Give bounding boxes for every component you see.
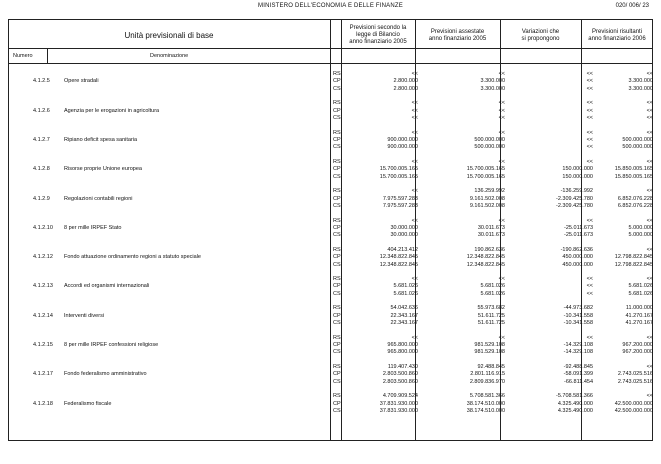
cell-value: -25.011.673 <box>564 224 593 231</box>
cell-value: << <box>586 71 593 77</box>
row-type-rs: RS <box>333 334 341 341</box>
row-denominazione: Agenzia per le erogazioni in agricoltura <box>64 107 160 114</box>
cell-value: << <box>646 217 653 224</box>
row-type-cp: CP <box>333 166 341 173</box>
cell-value: 2.800.000 <box>393 78 418 85</box>
cell-value: 9.161.502.008 <box>469 202 505 209</box>
cell-value: 30.000.000 <box>390 224 418 231</box>
cell-value: -136.259.992 <box>560 188 593 195</box>
row-type-rs: RS <box>333 71 341 77</box>
row-type-cs: CS <box>333 232 341 239</box>
cell-value: << <box>586 283 593 290</box>
cell-value: << <box>646 100 653 107</box>
row-type-cs: CS <box>333 408 341 415</box>
table-row <box>8 335 653 365</box>
col-divider-numero <box>47 48 48 63</box>
cell-value: 3.300.000 <box>628 85 653 92</box>
row-type-rs: RS <box>333 188 341 195</box>
cell-value: << <box>498 129 505 136</box>
cell-value: -25.011.673 <box>564 232 593 239</box>
cell-value: 5.681.026 <box>480 283 505 290</box>
cell-value: 5.681.026 <box>628 290 653 297</box>
col4-header: Previsioni risultanti anno finanziario 2006 <box>588 29 646 42</box>
row-type-rs: RS <box>333 364 341 370</box>
row-type-cp: CP <box>333 342 341 349</box>
cell-value: -2.309.425.780 <box>555 202 593 209</box>
row-type-cp: CP <box>333 400 341 407</box>
cell-value: << <box>498 115 505 122</box>
cell-value: 41.270.167 <box>625 320 653 327</box>
cell-value: -190.862.636 <box>560 246 593 253</box>
table-row <box>8 305 653 335</box>
table-row <box>8 364 653 394</box>
cell-value: 5.681.026 <box>480 290 505 297</box>
row-type-cs: CS <box>333 85 341 92</box>
cell-value: 404.213.412 <box>387 246 418 253</box>
cell-value: -14.329.108 <box>563 342 593 349</box>
cell-value: << <box>586 276 593 283</box>
cell-value: 3.300.000 <box>480 85 505 92</box>
cell-value: 15.700.005.165 <box>466 166 505 173</box>
cell-value: << <box>646 276 653 283</box>
row-denominazione: Fondo attuazione ordinamento regioni a statuto speciale <box>64 254 201 261</box>
cell-value: 2.801.116.915 <box>470 371 505 378</box>
cell-value: -10.341.558 <box>563 312 593 319</box>
cell-value: -10.341.558 <box>563 320 593 327</box>
cell-value: -58.091.399 <box>563 371 593 378</box>
table-row <box>8 100 653 130</box>
cell-value: << <box>646 115 653 122</box>
row-type-rs: RS <box>333 393 341 400</box>
cell-value: 92.488.845 <box>477 364 505 370</box>
cell-value: << <box>498 334 505 341</box>
cell-value: << <box>646 188 653 195</box>
cell-value: 30.011.673 <box>477 232 505 239</box>
cell-value: << <box>498 158 505 165</box>
cell-value: << <box>411 107 418 114</box>
cell-value: -44.973.682 <box>563 305 593 312</box>
row-denominazione: Interventi diversi <box>64 312 105 319</box>
row-type-cp: CP <box>333 283 341 290</box>
row-denominazione: Opere stradali <box>64 78 99 85</box>
row-type-cs: CS <box>333 115 341 122</box>
cell-value: 5.681.026 <box>628 283 653 290</box>
cell-value: << <box>586 85 593 92</box>
row-type-rs: RS <box>333 305 341 312</box>
cell-value: 7.975.597.283 <box>382 195 418 202</box>
row-type-cp: CP <box>333 78 341 85</box>
cell-value: << <box>586 129 593 136</box>
row-type-cp: CP <box>333 371 341 378</box>
row-denominazione: Accordi ed organismi internazionali <box>64 283 150 290</box>
denominazione-header: Denominazione <box>150 53 189 59</box>
cell-value: 37.831.930.000 <box>379 408 418 415</box>
cell-value: 967.200.000 <box>622 342 653 349</box>
col1-header: Previsioni secondo la legge di Bilancio anno finanziario 2005 <box>349 25 407 45</box>
row-denominazione: 8 per mille IRPEF confessioni religiose <box>64 342 159 349</box>
cell-value: 965.800.000 <box>387 349 418 356</box>
row-type-cp: CP <box>333 136 341 143</box>
col3-header: Variazioni che si propongono <box>521 29 560 42</box>
row-type-cs: CS <box>333 261 341 268</box>
cell-value: << <box>586 158 593 165</box>
cell-value: 500.000.000 <box>474 136 505 143</box>
cell-value: -92.488.845 <box>563 364 593 370</box>
cell-value: 4.325.490.000 <box>557 408 593 415</box>
cell-value: 15.850.005.165 <box>614 173 653 180</box>
row-number: 4.1.2.9 <box>33 195 50 202</box>
cell-value: 38.174.510.000 <box>466 408 505 415</box>
cell-value: 51.611.725 <box>477 320 505 327</box>
cell-value: 15.700.005.165 <box>379 173 418 180</box>
cell-value: 15.700.005.165 <box>466 173 505 180</box>
row-type-rs: RS <box>333 246 341 253</box>
row-type-cs: CS <box>333 349 341 356</box>
cell-value: 9.161.502.008 <box>469 195 505 202</box>
cell-value: -5.708.581.366 <box>555 393 593 400</box>
cell-value: << <box>411 276 418 283</box>
cell-value: 12.798.822.845 <box>614 254 653 261</box>
row-denominazione: Federalismo fiscale <box>64 400 112 407</box>
cell-value: 900.000.000 <box>387 144 418 151</box>
cell-value: << <box>586 334 593 341</box>
row-number: 4.1.2.18 <box>33 400 53 407</box>
table-row <box>8 218 653 248</box>
row-type-rs: RS <box>333 217 341 224</box>
row-type-cs: CS <box>333 320 341 327</box>
row-number: 4.1.2.14 <box>33 312 53 319</box>
cell-value: << <box>646 129 653 136</box>
cell-value: 6.852.076.228 <box>617 195 653 202</box>
row-number: 4.1.2.13 <box>33 283 53 290</box>
cell-value: 5.000.000 <box>628 224 653 231</box>
row-type-rs: RS <box>333 100 341 107</box>
cell-value: << <box>646 393 653 400</box>
row-type-cp: CP <box>333 312 341 319</box>
cell-value: << <box>586 217 593 224</box>
cell-value: 42.500.000.000 <box>614 408 653 415</box>
cell-value: << <box>498 100 505 107</box>
cell-value: 4.325.490.000 <box>557 400 593 407</box>
table-row <box>8 247 653 277</box>
cell-value: 119.407.430 <box>387 364 418 370</box>
cell-value: 42.500.000.000 <box>614 400 653 407</box>
cell-value: 22.343.167 <box>390 312 418 319</box>
cell-value: -14.329.108 <box>563 349 593 356</box>
cell-value: 5.000.000 <box>628 232 653 239</box>
row-type-rs: RS <box>333 276 341 283</box>
cell-value: 41.270.167 <box>625 312 653 319</box>
cell-value: << <box>411 129 418 136</box>
table-row <box>8 276 653 306</box>
cell-value: << <box>411 158 418 165</box>
cell-value: 3.300.000 <box>628 78 653 85</box>
table-row <box>8 130 653 160</box>
cell-value: << <box>646 107 653 114</box>
cell-value: 12.348.822.845 <box>466 254 505 261</box>
cell-value: << <box>586 144 593 151</box>
table-row <box>8 393 653 423</box>
cell-value: << <box>646 246 653 253</box>
cell-value: 12.348.822.845 <box>379 261 418 268</box>
row-type-cs: CS <box>333 378 341 385</box>
cell-value: 5.681.026 <box>393 290 418 297</box>
row-type-cs: CS <box>333 202 341 209</box>
row-type-cp: CP <box>333 107 341 114</box>
cell-value: 500.000.000 <box>622 144 653 151</box>
row-type-cs: CS <box>333 290 341 297</box>
cell-value: 15.700.005.165 <box>379 166 418 173</box>
cell-value: << <box>586 115 593 122</box>
cell-value: << <box>411 115 418 122</box>
row-denominazione: Ripiano deficit spesa sanitaria <box>64 136 138 143</box>
cell-value: 965.800.000 <box>387 342 418 349</box>
cell-value: 30.000.000 <box>390 232 418 239</box>
cell-value: << <box>586 100 593 107</box>
row-denominazione: Fondo federalismo amministrativo <box>64 371 147 378</box>
cell-value: 12.348.822.845 <box>379 254 418 261</box>
cell-value: 136.259.992 <box>474 188 505 195</box>
cell-value: << <box>646 71 653 77</box>
cell-value: << <box>411 71 418 77</box>
row-type-rs: RS <box>333 158 341 165</box>
cell-value: 55.973.682 <box>477 305 505 312</box>
cell-value: << <box>498 276 505 283</box>
row-number: 4.1.2.17 <box>33 371 53 378</box>
cell-value: << <box>411 217 418 224</box>
cell-value: 150.000.000 <box>562 166 593 173</box>
cell-value: 967.200.000 <box>622 349 653 356</box>
row-type-cp: CP <box>333 254 341 261</box>
cell-value: 900.000.000 <box>387 136 418 143</box>
cell-value: 3.300.000 <box>480 78 505 85</box>
cell-value: << <box>586 136 593 143</box>
cell-value: << <box>498 107 505 114</box>
cell-value: 5.708.581.366 <box>469 393 505 400</box>
cell-value: << <box>411 188 418 195</box>
cell-value: 500.000.000 <box>474 144 505 151</box>
row-number: 4.1.2.15 <box>33 342 53 349</box>
cell-value: 30.011.673 <box>477 224 505 231</box>
cell-value: << <box>646 334 653 341</box>
unita-previsionali-heading: Unità previsionali di base <box>124 31 214 40</box>
cell-value: 981.529.108 <box>474 349 505 356</box>
cell-value: 2.809.836.970 <box>469 378 505 385</box>
cell-value: << <box>411 100 418 107</box>
cell-value: 38.174.510.000 <box>466 400 505 407</box>
cell-value: -66.811.454 <box>564 378 593 385</box>
cell-value: 6.852.076.228 <box>617 202 653 209</box>
cell-value: << <box>646 158 653 165</box>
cell-value: 51.611.725 <box>477 312 505 319</box>
cell-value: 12.348.822.845 <box>466 261 505 268</box>
cell-value: << <box>498 71 505 77</box>
cell-value: 12.798.822.845 <box>614 261 653 268</box>
row-type-cp: CP <box>333 224 341 231</box>
cell-value: 2.743.025.516 <box>617 378 653 385</box>
col2-header: Previsioni assestate anno finanziario 2005 <box>428 29 487 42</box>
row-number: 4.1.2.8 <box>33 166 50 173</box>
cell-value: 15.850.005.165 <box>614 166 653 173</box>
table-row <box>8 71 653 101</box>
cell-value: << <box>411 334 418 341</box>
row-number: 4.1.2.10 <box>33 224 53 231</box>
cell-value: 4.709.909.524 <box>382 393 418 400</box>
row-type-cs: CS <box>333 144 341 151</box>
cell-value: 2.803.500.860 <box>382 378 418 385</box>
cell-value: << <box>646 364 653 370</box>
cell-value: 7.975.597.283 <box>382 202 418 209</box>
row-number: 4.1.2.5 <box>33 78 50 85</box>
cell-value: -2.309.425.780 <box>555 195 593 202</box>
cell-value: 37.831.930.000 <box>379 400 418 407</box>
row-type-cp: CP <box>333 195 341 202</box>
numero-header: Numero <box>13 53 33 59</box>
table-row <box>8 159 653 189</box>
cell-value: << <box>586 290 593 297</box>
table-row <box>8 188 653 218</box>
cell-value: 500.000.000 <box>622 136 653 143</box>
cell-value: 2.743.025.516 <box>617 371 653 378</box>
row-type-cs: CS <box>333 173 341 180</box>
cell-value: 190.862.636 <box>474 246 505 253</box>
cell-value: 54.042.636 <box>390 305 418 312</box>
ministry-title: MINISTERO DELL'ECONOMIA E DELLE FINANZE <box>258 3 403 9</box>
cell-value: 150.000.000 <box>562 173 593 180</box>
row-type-rs: RS <box>333 129 341 136</box>
cell-value: << <box>498 217 505 224</box>
page-code: 020/ 006/ 23 <box>615 3 649 9</box>
row-number: 4.1.2.12 <box>33 254 53 261</box>
cell-value: 5.681.026 <box>393 283 418 290</box>
cell-value: 981.529.108 <box>474 342 505 349</box>
cell-value: 2.800.000 <box>393 85 418 92</box>
row-number: 4.1.2.7 <box>33 136 50 143</box>
row-denominazione: Risorse proprie Unione europea <box>64 166 142 173</box>
cell-value: << <box>586 78 593 85</box>
row-denominazione: Regolazioni contabili regioni <box>64 195 133 202</box>
row-number: 4.1.2.6 <box>33 107 50 114</box>
row-denominazione: 8 per mille IRPEF Stato <box>64 224 122 231</box>
cell-value: 450.000.000 <box>562 254 593 261</box>
cell-value: 22.343.167 <box>390 320 418 327</box>
cell-value: 450.000.000 <box>562 261 593 268</box>
cell-value: 2.803.500.860 <box>382 371 418 378</box>
cell-value: 11.000.000 <box>625 305 653 312</box>
cell-value: << <box>586 107 593 114</box>
